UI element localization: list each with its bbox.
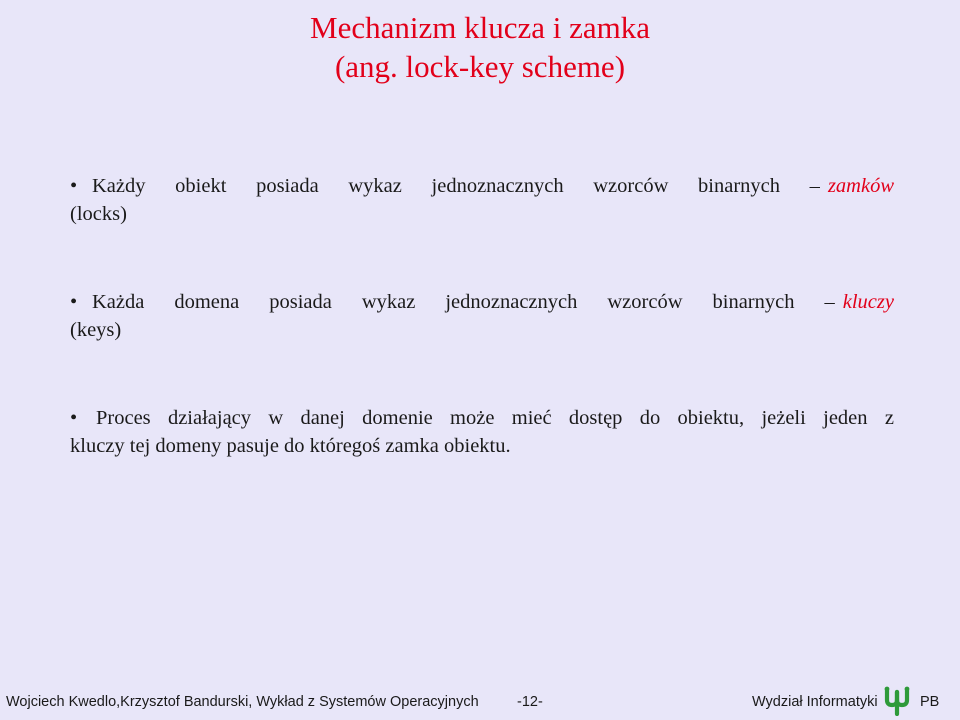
bullet-word: jeden (823, 407, 868, 429)
bullet-word: jednoznacznych (431, 175, 564, 197)
bullet-emphasis: kluczy (842, 291, 894, 313)
bullet-word: – (809, 175, 820, 197)
bullet-word: jeżeli (761, 407, 806, 429)
slide-footer (0, 690, 960, 720)
bullet-word: Proces (96, 407, 151, 429)
bullet-word: wzorców (607, 291, 683, 313)
bullet-word: domena (174, 291, 240, 313)
wi-pb-logo-icon (883, 684, 913, 716)
bullet-continuation: kluczy tej domeny pasuje do któregoś zamka obiektu. (70, 435, 511, 457)
bullet-text (92, 288, 835, 316)
bullet-word: w (268, 407, 284, 429)
bullet-text (96, 404, 894, 432)
bullet-word: dostęp (568, 407, 623, 429)
page-number: -12- (517, 694, 543, 710)
bullet-word: obiekt (175, 175, 227, 197)
bullet-word: domenie (362, 407, 433, 429)
footer-suffix: PB (920, 694, 940, 710)
bullet-dot-icon: • (70, 175, 78, 197)
bullet-word: posiada (256, 175, 319, 197)
bullet-word: z (884, 407, 894, 429)
bullet-word: obiektu, (677, 407, 745, 429)
bullet-word: danej (300, 407, 345, 429)
bullet-dot-icon: • (70, 407, 78, 429)
footer-faculty: Wydział Informatyki (752, 694, 878, 710)
bullet-item-access (70, 404, 894, 460)
bullet-continuation: (locks) (70, 203, 127, 225)
bullet-word: wykaz (361, 291, 416, 313)
bullet-dot-icon: • (70, 291, 78, 313)
bullet-word: może (450, 407, 495, 429)
bullet-item-locks (70, 172, 894, 228)
bullet-word: jednoznacznych (445, 291, 578, 313)
bullet-text (92, 172, 820, 200)
bullet-word: posiada (269, 291, 332, 313)
bullet-word: mieć (511, 407, 552, 429)
bullet-emphasis: zamków (827, 175, 894, 197)
bullet-word: binarnych (712, 291, 795, 313)
bullet-continuation: (keys) (70, 319, 122, 341)
footer-authors: Wojciech Kwedlo,Krzysztof Bandurski, Wykład z Systemów Operacyjnych (6, 694, 479, 710)
bullet-word: Każda (92, 291, 145, 313)
bullet-word: wykaz (348, 175, 402, 197)
slide-title (0, 8, 960, 86)
bullet-word: wzorców (593, 175, 669, 197)
bullet-word: – (824, 291, 835, 313)
bullet-word: binarnych (698, 175, 781, 197)
bullet-item-keys (70, 288, 894, 344)
slide-title-line2: (ang. lock-key scheme) (334, 49, 626, 84)
slide-title-line1: Mechanizm klucza i zamka (310, 10, 650, 45)
bullet-word: Każdy (92, 175, 146, 197)
bullet-word: działający (167, 407, 252, 429)
bullet-word: do (639, 407, 661, 429)
